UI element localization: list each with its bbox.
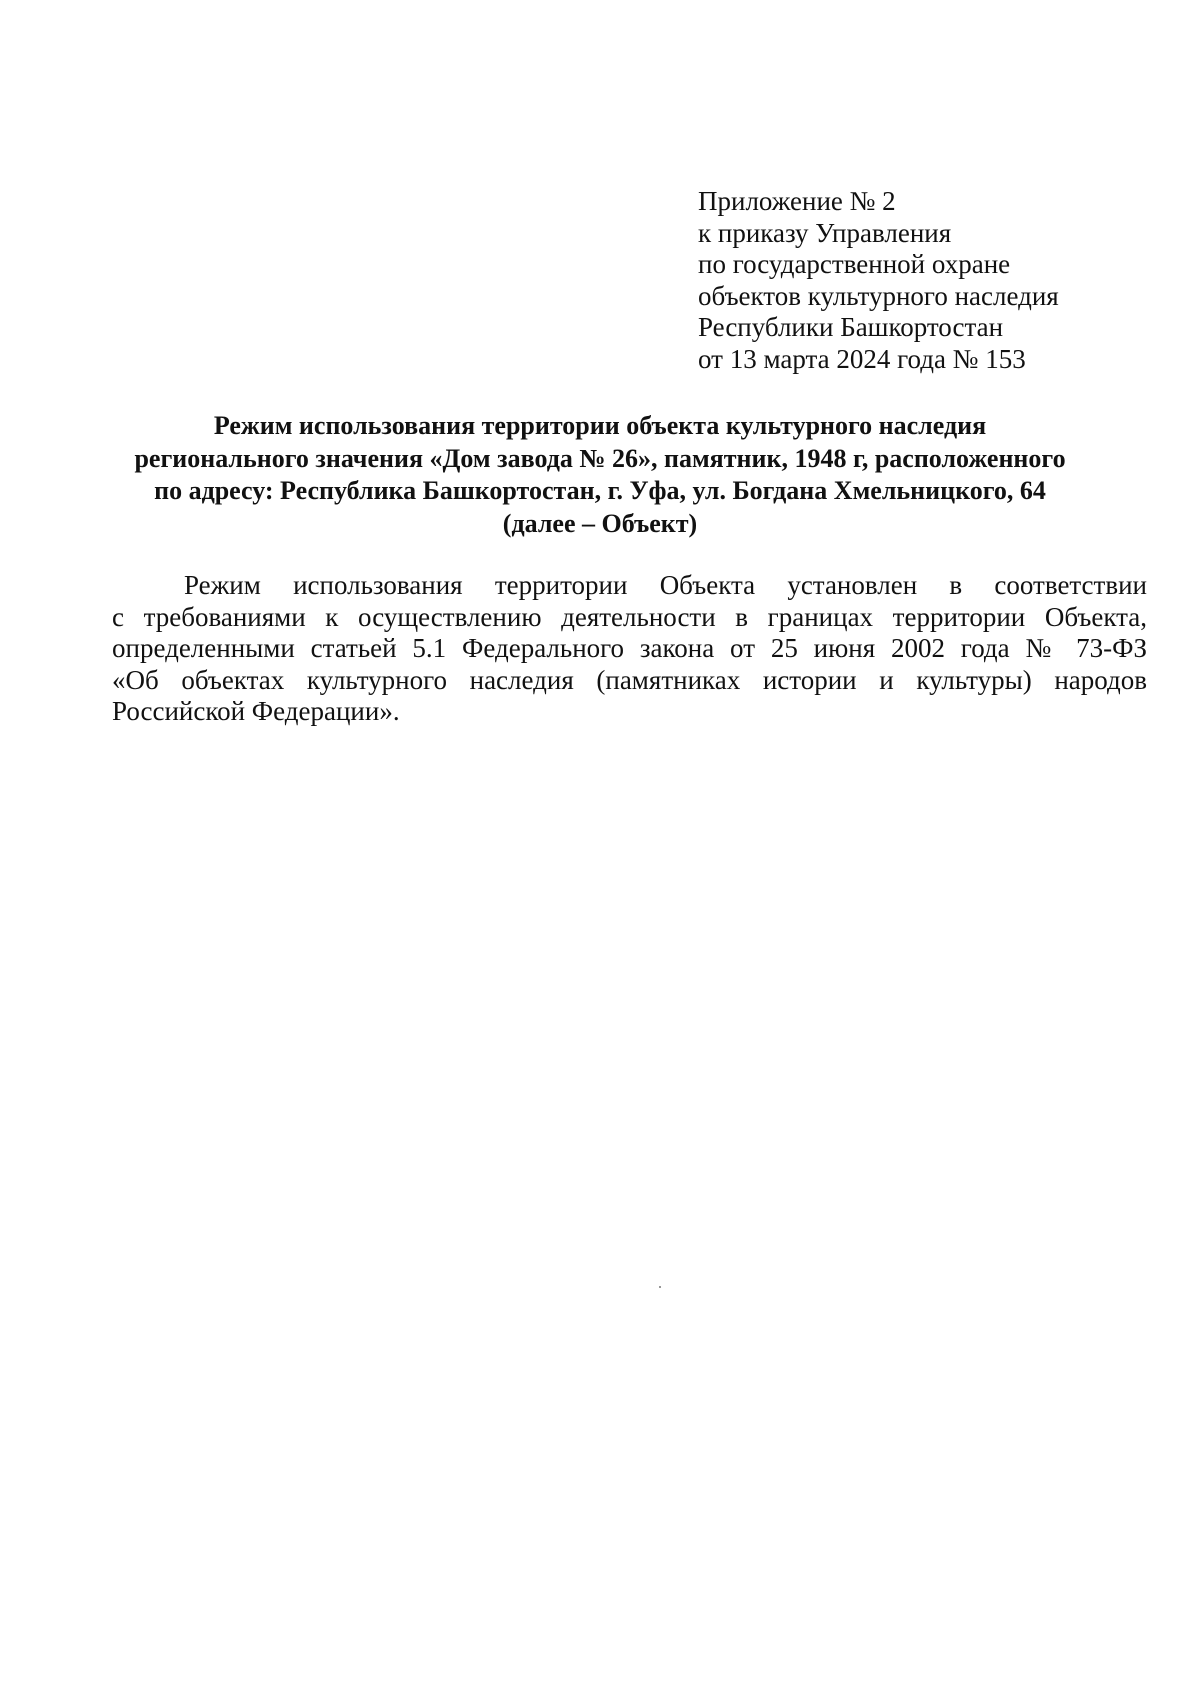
appendix-line: Приложение № 2 [698,186,896,216]
appendix-line: Республики Башкортостан [698,312,1004,342]
title-line: регионального значения «Дом завода № 26», памятник, 1948 г, расположенного [134,443,1066,473]
appendix-line: по государственной охране [698,249,1011,279]
appendix-header [698,186,1118,375]
paragraph-line: с требованиями к осуществлению деятельности в границах территории Объекта, [112,601,1147,632]
title-line: Режим использования территории объекта культурного наследия [213,411,987,440]
paragraph-line: определенными статьей 5.1 Федерального закона от 25 июня 2002 года № 73-ФЗ [112,633,1147,663]
paragraph-line: «Об объектах культурного наследия (памятниках истории и культуры) народов [112,664,1147,695]
title-line: (далее – Объект) [502,508,698,538]
paragraph-line: Режим использования территории Объекта установлен в соответствии [184,570,1147,600]
paragraph-line: Российской Федерации». [112,696,400,726]
appendix-line: к приказу Управления [698,217,952,248]
scan-artifact [659,1286,661,1288]
document-title [100,410,1100,540]
appendix-line: от 13 марта 2024 года № 153 [698,343,1026,374]
title-line: по адресу: Республика Башкортостан, г. Уфа, ул. Богдана Хмельницкого, 64 [154,476,1046,505]
body-paragraph [112,570,1147,728]
appendix-line: объектов культурного наследия [698,280,1059,311]
